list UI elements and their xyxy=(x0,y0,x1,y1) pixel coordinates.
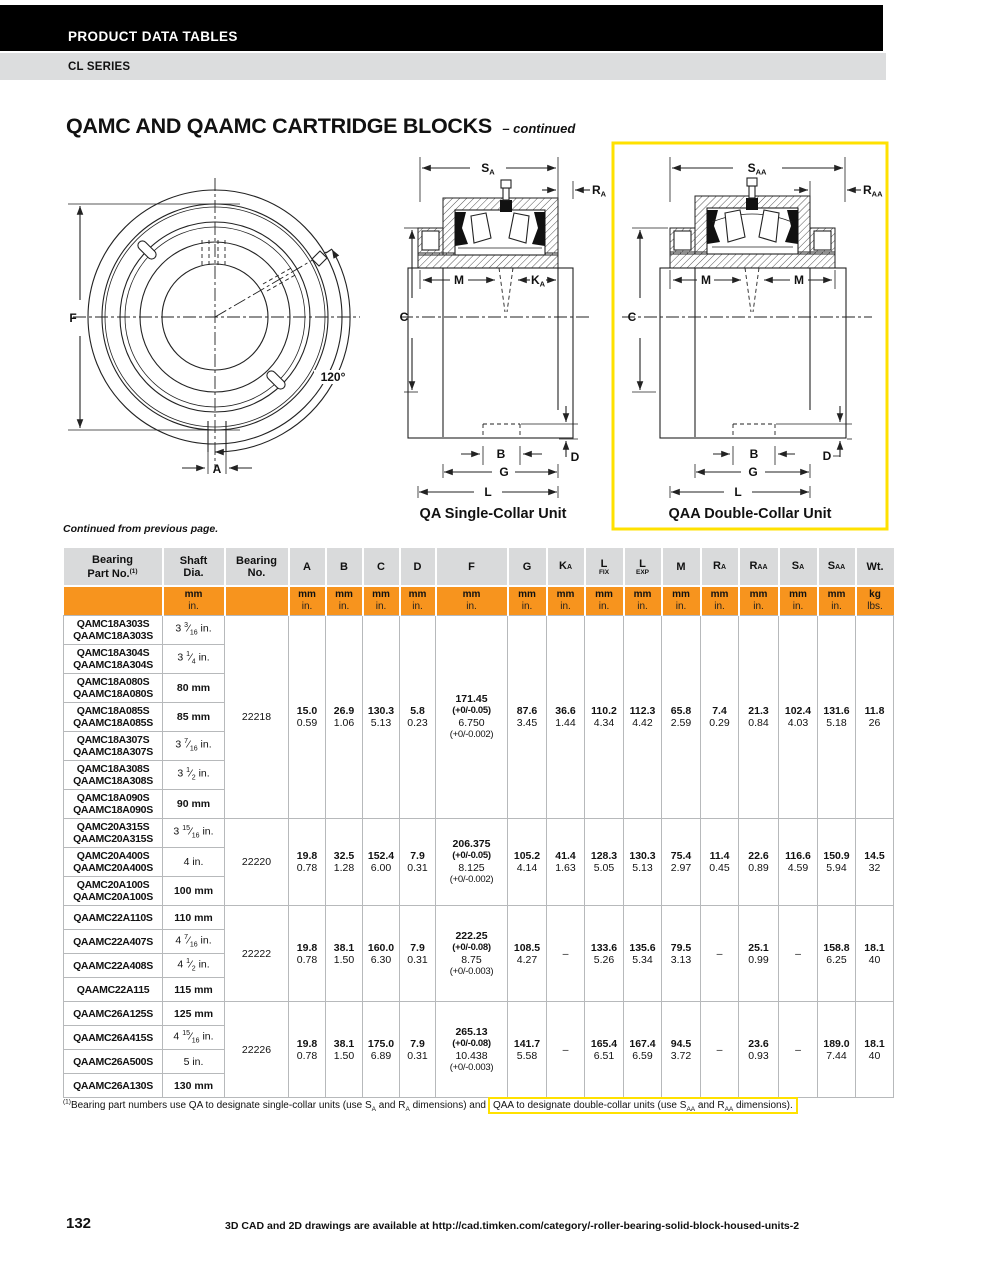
front-view-diagram xyxy=(55,148,405,530)
qaa-dim-L xyxy=(670,485,810,499)
shaft-dia-cell: 4 $^1⁄_2$ in. xyxy=(163,954,225,978)
label-KA: $K_A$ xyxy=(530,273,546,289)
shaft-dia-cell: 80 mm xyxy=(163,674,225,703)
part-no-cell: QAAMC26A500S xyxy=(64,1050,163,1074)
qa-shaft xyxy=(408,268,573,438)
dim-cell-G: 141.7 5.58 xyxy=(508,1002,547,1098)
unit-header-RAA: mm in. xyxy=(739,586,779,616)
shaft-dia-cell: 100 mm xyxy=(163,877,225,906)
qa-dim-G xyxy=(443,464,558,479)
dim-cell-LEXP: 112.3 4.42 xyxy=(624,616,662,819)
part-no-cell: QAAMC26A415S xyxy=(64,1026,163,1050)
part-no-cell: QAAMC26A125S xyxy=(64,1002,163,1026)
bearing-no-cell: 22220 xyxy=(225,819,289,906)
unit-header-shaft: mm in. xyxy=(163,586,225,616)
continued-note: Continued from previous page. xyxy=(63,523,219,535)
dim-cell-B: 38.1 1.50 xyxy=(326,1002,363,1098)
part-no-cell: QAMC18A308S QAAMC18A308S xyxy=(64,761,163,790)
col-header-Wt: Wt. xyxy=(856,548,894,586)
part-no-cell: QAAMC22A110S xyxy=(64,906,163,930)
dim-cell-RA: – xyxy=(701,1002,739,1098)
page-title-row xyxy=(66,114,575,139)
bearing-no-cell: 22222 xyxy=(225,906,289,1002)
table-row xyxy=(64,616,894,645)
label-SAA: $S_{AA}$ xyxy=(747,161,767,177)
label-B: B xyxy=(496,447,506,461)
unit-header-RA: mm in. xyxy=(701,586,739,616)
mounting-tabs xyxy=(136,239,287,391)
dim-cell-A: 15.0 0.59 xyxy=(289,616,326,819)
dim-cell-KA: – xyxy=(547,1002,585,1098)
dim-cell-RA: 11.4 0.45 xyxy=(701,819,739,906)
dim-cell-D: 7.9 0.31 xyxy=(400,906,436,1002)
table-head xyxy=(64,548,894,616)
shaft-dia-cell: 3 $^{15}⁄_{16}$ in. xyxy=(163,819,225,848)
shaft-dia-cell: 115 mm xyxy=(163,978,225,1002)
dim-cell-LEXP: 130.3 5.13 xyxy=(624,819,662,906)
dim-cell-RA: 7.4 0.29 xyxy=(701,616,739,819)
dim-cell-A: 19.8 0.78 xyxy=(289,1002,326,1098)
dim-cell-Wt: 14.5 32 xyxy=(856,819,894,906)
label-G: G xyxy=(748,465,758,479)
shaft-dia-cell: 85 mm xyxy=(163,703,225,732)
series-label: CL SERIES xyxy=(68,60,131,73)
dim-cell-C: 175.0 6.89 xyxy=(363,1002,400,1098)
part-no-cell: QAMC20A100S QAAMC20A100S xyxy=(64,877,163,906)
qa-dim-SA xyxy=(420,157,558,202)
col-header-A: A xyxy=(289,548,326,586)
shaft-dia-cell: 130 mm xyxy=(163,1074,225,1098)
dim-cell-KA: 36.6 1.44 xyxy=(547,616,585,819)
dim-cell-SA: – xyxy=(779,1002,818,1098)
table-row xyxy=(64,906,894,930)
qa-housing xyxy=(418,180,558,268)
shaft-dia-cell: 3 $^1⁄_4$ in. xyxy=(163,645,225,674)
header-bar xyxy=(0,5,883,51)
dim-cell-RAA: 22.6 0.89 xyxy=(739,819,779,906)
dim-cell-KA: – xyxy=(547,906,585,1002)
col-header-RA: RA xyxy=(701,548,739,586)
part-no-cell: QAMC18A090S QAAMC18A090S xyxy=(64,790,163,819)
dim-cell-M: 79.5 3.13 xyxy=(662,906,701,1002)
unit-header-LFIX: mm in. xyxy=(585,586,624,616)
col-header-F: F xyxy=(436,548,508,586)
dim-cell-LEXP: 135.6 5.34 xyxy=(624,906,662,1002)
dim-A xyxy=(182,462,252,476)
bearing-no-cell: 22226 xyxy=(225,1002,289,1098)
dim-cell-M: 75.4 2.97 xyxy=(662,819,701,906)
col-header-SAA: SAA xyxy=(818,548,856,586)
cad-link-text[interactable]: 3D CAD and 2D drawings are available at http://cad.timken.com/category/-roller-bearing-solid-block-housed-units-2 xyxy=(225,1220,800,1232)
label-M-left: M xyxy=(701,273,711,287)
dim-cell-C: 160.0 6.30 xyxy=(363,906,400,1002)
dim-cell-Wt: 18.1 40 xyxy=(856,1002,894,1098)
unit-header-SAA: mm in. xyxy=(818,586,856,616)
unit-header-C: mm in. xyxy=(363,586,400,616)
label-M: M xyxy=(454,273,464,287)
qa-dim-RA xyxy=(542,181,607,199)
label-C: C xyxy=(399,310,409,324)
bearing-no-cell: 22218 xyxy=(225,616,289,819)
dim-cell-G: 105.2 4.14 xyxy=(508,819,547,906)
dim-cell-SA: – xyxy=(779,906,818,1002)
dim-cell-F: 265.13 (+0/-0.08) 10.438 (+0/-0.003) xyxy=(436,1002,508,1098)
dim-cell-A: 19.8 0.78 xyxy=(289,906,326,1002)
unit-header-SA: mm in. xyxy=(779,586,818,616)
qaa-unit-diagram xyxy=(608,140,900,535)
part-no-cell: QAMC18A307S QAAMC18A307S xyxy=(64,732,163,761)
col-header-bearing: Bearing No. xyxy=(225,548,289,586)
dim-cell-LFIX: 128.3 5.05 xyxy=(585,819,624,906)
col-header-B: B xyxy=(326,548,363,586)
dim-cell-SAA: 158.8 6.25 xyxy=(818,906,856,1002)
dim-cell-RAA: 23.6 0.93 xyxy=(739,1002,779,1098)
label-A: A xyxy=(212,462,222,476)
shaft-dia-cell: 3 $^1⁄_2$ in. xyxy=(163,761,225,790)
unit-header-G: mm in. xyxy=(508,586,547,616)
shaft-dia-cell: 90 mm xyxy=(163,790,225,819)
col-header-KA: KA xyxy=(547,548,585,586)
dim-cell-D: 7.9 0.31 xyxy=(400,819,436,906)
part-no-cell: QAMC18A080S QAAMC18A080S xyxy=(64,674,163,703)
label-L: L xyxy=(734,485,742,499)
label-120: 120° xyxy=(320,370,346,384)
dim-cell-B: 38.1 1.50 xyxy=(326,906,363,1002)
dim-cell-B: 26.9 1.06 xyxy=(326,616,363,819)
label-SA: $S_A$ xyxy=(481,161,495,177)
label-D: D xyxy=(822,449,832,463)
unit-header-bearing xyxy=(225,586,289,616)
dim-cell-M: 65.8 2.59 xyxy=(662,616,701,819)
dim-cell-D: 5.8 0.23 xyxy=(400,616,436,819)
dim-cell-G: 87.6 3.45 xyxy=(508,616,547,819)
dim-cell-LFIX: 133.6 5.26 xyxy=(585,906,624,1002)
bolt-hole-dashes xyxy=(202,240,297,291)
title-continued: – continued xyxy=(502,121,576,136)
part-no-cell: QAAMC22A407S xyxy=(64,930,163,954)
unit-header-Wt: kg lbs. xyxy=(856,586,894,616)
unit-header-part xyxy=(64,586,163,616)
col-header-LEXP: L EXP xyxy=(624,548,662,586)
shaft-dia-cell: 110 mm xyxy=(163,906,225,930)
dim-cell-KA: 41.4 1.63 xyxy=(547,819,585,906)
table-footnote xyxy=(63,1099,798,1113)
page-number: 132 xyxy=(66,1215,92,1232)
qa-unit-diagram xyxy=(395,145,607,507)
dim-cell-LFIX: 165.4 6.51 xyxy=(585,1002,624,1098)
col-header-part: Bearing Part No.$^{(1)}$ xyxy=(64,548,163,586)
dim-cell-C: 130.3 5.13 xyxy=(363,616,400,819)
dim-cell-SA: 116.6 4.59 xyxy=(779,819,818,906)
footnote-highlighted-text: QAA to designate double-collar units (use $S_{AA}$ and $R_{AA}$ dimensions). xyxy=(488,1097,798,1114)
col-header-G: G xyxy=(508,548,547,586)
shaft-dia-cell: 3 $^7⁄_{16}$ in. xyxy=(163,732,225,761)
label-F: F xyxy=(69,311,77,325)
label-C: C xyxy=(627,310,637,324)
part-no-cell: QAAMC22A115 xyxy=(64,978,163,1002)
dim-cell-D: 7.9 0.31 xyxy=(400,1002,436,1098)
part-no-cell: QAMC18A304S QAAMC18A304S xyxy=(64,645,163,674)
label-G: G xyxy=(499,465,509,479)
qa-unit-caption: QA Single-Collar Unit xyxy=(419,506,567,522)
dim-cell-A: 19.8 0.78 xyxy=(289,819,326,906)
dim-cell-LFIX: 110.2 4.34 xyxy=(585,616,624,819)
unit-header-M: mm in. xyxy=(662,586,701,616)
col-header-D: D xyxy=(400,548,436,586)
dim-cell-RA: – xyxy=(701,906,739,1002)
dim-cell-SA: 102.4 4.03 xyxy=(779,616,818,819)
label-M-right: M xyxy=(794,273,804,287)
shaft-dia-cell: 4 in. xyxy=(163,848,225,877)
unit-header-B: mm in. xyxy=(326,586,363,616)
dim-cell-Wt: 18.1 40 xyxy=(856,906,894,1002)
part-no-cell: QAAMC26A130S xyxy=(64,1074,163,1098)
dim-120 xyxy=(215,250,352,453)
col-header-C: C xyxy=(363,548,400,586)
part-no-cell: QAMC20A315S QAAMC20A315S xyxy=(64,819,163,848)
col-header-RAA: RAA xyxy=(739,548,779,586)
part-no-cell: QAMC18A085S QAAMC18A085S xyxy=(64,703,163,732)
label-D: D xyxy=(570,450,580,464)
dim-cell-LEXP: 167.4 6.59 xyxy=(624,1002,662,1098)
shaft-dia-cell: 4 $^{15}⁄_{16}$ in. xyxy=(163,1026,225,1050)
series-bar xyxy=(0,53,886,80)
header-bar-title: PRODUCT DATA TABLES xyxy=(68,29,238,44)
dim-cell-SAA: 131.6 5.18 xyxy=(818,616,856,819)
unit-header-A: mm in. xyxy=(289,586,326,616)
dim-cell-G: 108.5 4.27 xyxy=(508,906,547,1002)
col-header-M: M xyxy=(662,548,701,586)
dim-cell-M: 94.5 3.72 xyxy=(662,1002,701,1098)
product-data-table xyxy=(63,548,894,1098)
table-row xyxy=(64,1002,894,1026)
label-RAA: $R_{AA}$ xyxy=(863,183,883,199)
dim-cell-C: 152.4 6.00 xyxy=(363,819,400,906)
table-row xyxy=(64,819,894,848)
page-title: QAMC AND QAAMC CARTRIDGE BLOCKS xyxy=(66,114,492,138)
unit-header-F: mm in. xyxy=(436,586,508,616)
dim-cell-F: 222.25 (+0/-0.08) 8.75 (+0/-0.003) xyxy=(436,906,508,1002)
dim-cell-SAA: 189.0 7.44 xyxy=(818,1002,856,1098)
shaft-dia-cell: 125 mm xyxy=(163,1002,225,1026)
part-no-cell: QAAMC22A408S xyxy=(64,954,163,978)
table-body xyxy=(64,616,894,1098)
shaft-dia-cell: 5 in. xyxy=(163,1050,225,1074)
footnote-text: $^{(1)}$Bearing part numbers use QA to designate single-collar units (use $S_A$ and $R_A$ dimensions) and xyxy=(63,1099,486,1114)
part-no-cell: QAMC20A400S QAAMC20A400S xyxy=(64,848,163,877)
qaa-unit-caption: QAA Double-Collar Unit xyxy=(668,506,832,522)
shaft-dia-cell: 3 $^3⁄_{16}$ in. xyxy=(163,616,225,645)
label-L: L xyxy=(484,485,492,499)
dim-cell-F: 171.45 (+0/-0.05) 6.750 (+0/-0.002) xyxy=(436,616,508,819)
dim-cell-RAA: 25.1 0.99 xyxy=(739,906,779,1002)
dim-cell-B: 32.5 1.28 xyxy=(326,819,363,906)
col-header-SA: SA xyxy=(779,548,818,586)
dim-cell-F: 206.375 (+0/-0.05) 8.125 (+0/-0.002) xyxy=(436,819,508,906)
label-B: B xyxy=(749,447,759,461)
label-RA: $R_A$ xyxy=(592,183,607,199)
part-no-cell: QAMC18A303S QAAMC18A303S xyxy=(64,616,163,645)
diagonal-centerline xyxy=(215,251,328,317)
dim-cell-RAA: 21.3 0.84 xyxy=(739,616,779,819)
col-header-LFIX: L FIX xyxy=(585,548,624,586)
qaa-dim-G xyxy=(695,464,810,479)
shaft-dia-cell: 4 $^7⁄_{16}$ in. xyxy=(163,930,225,954)
qaa-dim-B xyxy=(713,446,795,465)
dim-cell-Wt: 11.8 26 xyxy=(856,616,894,819)
unit-header-LEXP: mm in. xyxy=(624,586,662,616)
qa-dim-L xyxy=(418,485,558,499)
qaa-shaft xyxy=(660,268,846,438)
dim-cell-SAA: 150.9 5.94 xyxy=(818,819,856,906)
unit-header-D: mm in. xyxy=(400,586,436,616)
qa-dim-B xyxy=(461,446,542,465)
col-header-shaft: Shaft Dia. xyxy=(163,548,225,586)
unit-header-KA: mm in. xyxy=(547,586,585,616)
